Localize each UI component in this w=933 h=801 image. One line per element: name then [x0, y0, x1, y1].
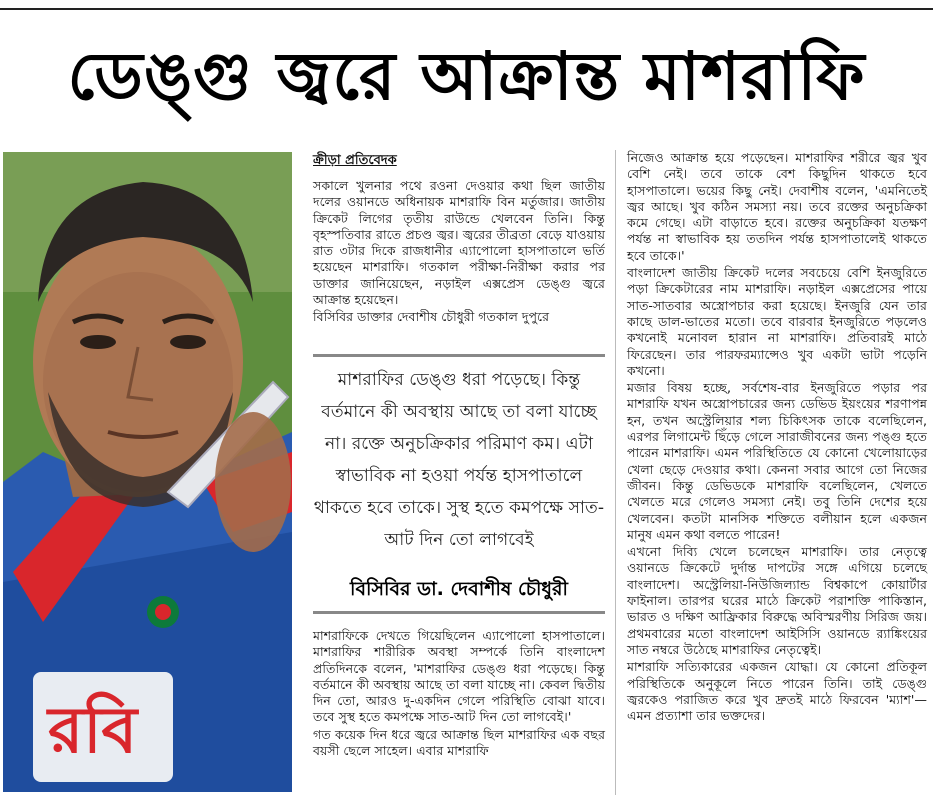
- svg-text:রবি: রবি: [48, 694, 138, 768]
- paragraph: মাশরাফিকে দেখতে গিয়েছিলেন এ্যাপোলো হাসপাতালে। মাশরাফির শারীরিক অবস্থা সম্পর্কে তিনি বাংলাদেশ প্রতিদিনকে বলেন, 'মাশরাফির ডেঙ্গু ধরা পড়েছে। কিন্তু বর্তমানে কী অবস্থায় আছে তা বলা যাচ্ছে না। কেবল দ্বিতীয় দিন তো, আরও দু-একদিন গেলে পরিস্থিতি বোঝা যাবে। তবে সুস্থ হতে কমপক্ষে সাত-আট দিন তো লাগবেই।': [313, 628, 605, 725]
- article-column-1-bottom: [313, 628, 605, 760]
- paragraph: নিজেও আক্রান্ত হয়ে পড়েছেন। মাশরাফির শরীরে জ্বর খুব বেশি নেই। তবে তাকে বেশ কিছুদিন থাকতে হবে হাসপাতালে। ভয়ের কিছু নেই। দেবাশীষ বলেন, 'এমনিতেই জ্বর আছে। খুব কঠিন সমস্যা নয়। তবে রক্তের অনুচক্রিকা কমে গেছে। এটা বাড়াতে হবে। রক্তের অনুচক্রিকা যতক্ষণ পর্যন্ত না স্বাভাবিক হয় ততদিন পর্যন্ত হাসপাতালেই থাকতে হবে তাকে।': [627, 150, 927, 263]
- top-rule: [0, 8, 933, 10]
- paragraph: মাশরাফি সত্যিকারের একজন যোদ্ধা। যে কোনো প্রতিকূল পরিস্থিতিকে অনুকূলে নিতে পারেন তিনি। তাই ডেঙ্গু জ্বরকেও পরাজিত করে খুব দ্রুতই মাঠে ফিরবেন 'ম্যাশ'— এমন প্রত্যাশা তার ভক্তদের।: [627, 659, 927, 724]
- paragraph: বাংলাদেশ জাতীয় ক্রিকেট দলের সবচেয়ে বেশি ইনজুরিতে পড়া ক্রিকেটারের নাম মাশরাফি। নড়াইল এক্সপ্রেসের পায়ে সাত-সাতবার অস্ত্রোপচার করা হয়েছে। ইনজুরি যেন তার কাছে ডাল-ভাতের মতো। তবে বারবার ইনজুরিতে পড়লেও কখনোই মনোবল হারান না মাশরাফি। প্রতিবারই মাঠে ফিরেছেন। তার পারফরম্যান্সেও খুব একটা ভাটা পড়েনি কখনো।: [627, 265, 927, 378]
- player-photo: [3, 152, 292, 792]
- article-column-1-top: [313, 178, 605, 327]
- paragraph: সকালে খুলনার পথে রওনা দেওয়ার কথা ছিল জাতীয় দলের ওয়ানডে অধিনায়ক মাশরাফি বিন মর্তুজার। জাতীয় ক্রিকেট লিগের তৃতীয় রাউন্ডে খেলবেন তিনি। কিন্তু বৃহস্পতিবার রাতে প্রচণ্ড জ্বর। জ্বরের তীব্রতা বেড়ে যাওয়ায় রাত ৩টার দিকে রাজধানীর এ্যাপোলো হাসপাতালে ভর্তি হয়েছেন মাশরাফি। গতকাল পরীক্ষা-নিরীক্ষা করার পর ডাক্তার জানিয়েছেন, নড়াইল এক্সপ্রেস ডেঙ্গু জ্বরে আক্রান্ত হয়েছেন।: [313, 178, 605, 308]
- pull-quote: মাশরাফির ডেঙ্গু ধরা পড়েছে। কিন্তু বর্তমানে কী অবস্থায় আছে তা বলা যাচ্ছে না। রক্তে অনুচক্রিকার পরিমাণ কম। এটা স্বাভাবিক না হওয়া পর্যন্ত হাসপাতালে থাকতে হবে তাকে। সুস্থ হতে কমপক্ষে সাত-আট দিন তো লাগবেই: [313, 370, 605, 550]
- paragraph: মজার বিষয় হচ্ছে, সর্বশেষ-বার ইনজুরিতে পড়ার পর মাশরাফি যখন অস্ত্রোপচারের জন্য ডেভিড ইয়ংয়ের শরণাপন্ন হন, তখন অস্ট্রেলিয়ার শল্য চিকিৎসক তাকে বলেছিলেন, এরপর লিগামেন্ট ছিঁড়ে গেলে সারাজীবনের জন্য পঙ্গু হতে পারেন মাশরাফি। এমন পরিস্থিতিতে যে কোনো খেলোয়াড়ের খেলা ছেড়ে দেওয়ার কথা। কেননা সবার আগে তো নিজের জীবন। কিন্তু ডেভিডকে মাশরাফি বলেছিলেন, খেলতে খেলতে মরে গেলেও সমস্যা নেই। তবু তিনি দেশের হয়ে খেলবেন। কতটা মানসিক শক্তিতে বলীয়ান হলে একজন মানুষ এমন কথা বলতে পারেন!: [627, 380, 927, 542]
- paragraph: বিসিবির ডাক্তার দেবাশীষ চৌধুরী গতকাল দুপুরে: [313, 309, 550, 325]
- article-column-2: [627, 150, 927, 725]
- byline: ক্রীড়া প্রতিবেদক: [313, 153, 397, 168]
- pull-quote-top-rule: [313, 354, 605, 357]
- paragraph: গত কয়েক দিন ধরে জ্বরে আক্রান্ত ছিল মাশরাফির এক বছর বয়সী ছেলে সাহেল। এবার মাশরাফি: [313, 726, 605, 759]
- column-divider: [615, 150, 616, 795]
- paragraph: এখনো দিব্যি খেলে চলেছেন মাশরাফি। তার নেতৃত্বে ওয়ানডে ক্রিকেটে দুর্দান্ত দাপটের সঙ্গে এগিয়ে চলেছে বাংলাদেশ। অস্ট্রেলিয়া-নিউজিল্যান্ড বিশ্বকাপে কোয়ার্টার ফাইনাল। তারপর ঘরের মাঠে ক্রিকেট পরাশক্তি পাকিস্তান, ভারত ও দক্ষিণ আফ্রিকার বিরুদ্ধে অবিস্মরণীয় সিরিজ জয়। প্রথমবারের মতো বাংলাদেশ আইসিসি ওয়ানডে র‍্যাঙ্কিংয়ের সাত নম্বরে উঠেছে মাশরাফির নেতৃত্বেই।: [627, 544, 927, 657]
- pull-quote-bottom-rule: [313, 611, 605, 614]
- pull-quote-author: বিসিবির ডা. দেবাশীষ চৌধুরী: [350, 578, 568, 600]
- headline: ডেঙ্গু জ্বরে আক্রান্ত মাশরাফি: [67, 38, 866, 115]
